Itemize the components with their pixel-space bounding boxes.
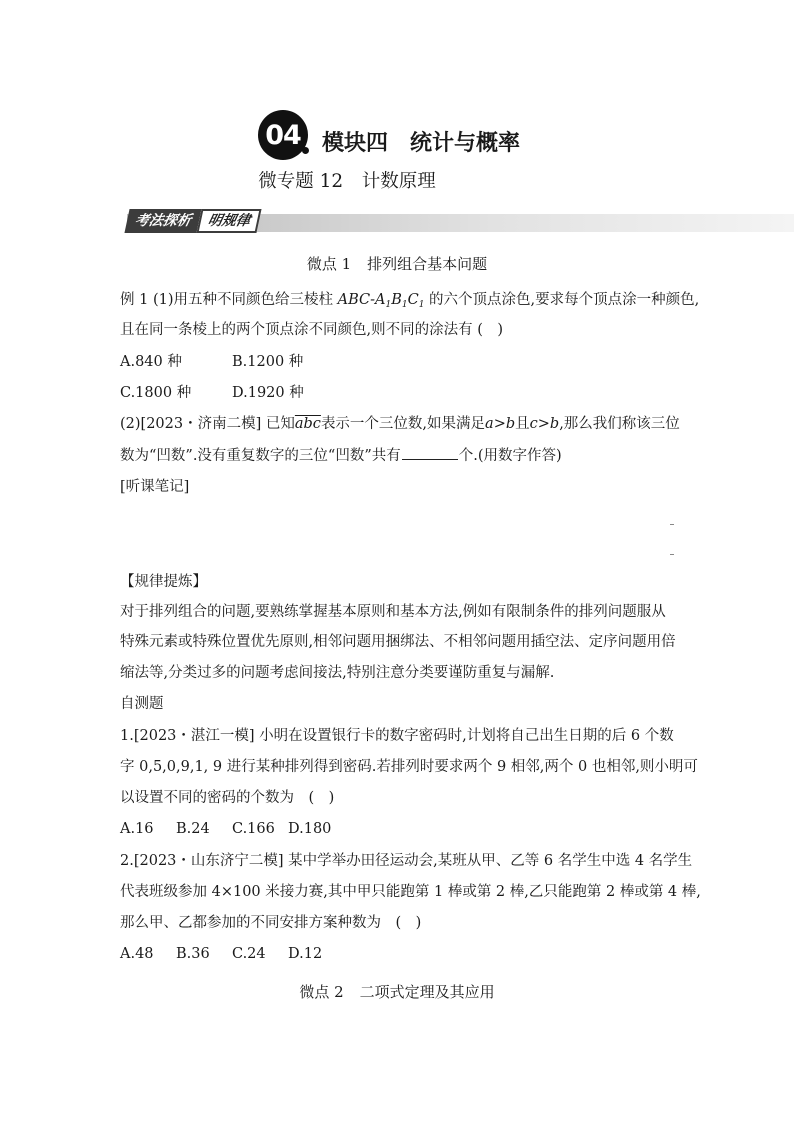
module-title-a: 模块四 <box>322 131 389 156</box>
banner-label-2: 明规律 <box>196 209 261 233</box>
point1-number: 微点 1 <box>306 255 352 273</box>
subscript: 1 <box>401 300 408 310</box>
topic-title <box>0 170 794 194</box>
q2-line1: 2.[2023・山东济宁二模] 某中学举办田径运动会,某班从甲、乙等 6 名学生中选 4 名学生 <box>120 853 693 869</box>
banner-label-1: 考法探析 <box>124 209 201 233</box>
self-test-heading: 自测题 <box>120 696 164 712</box>
q2-option-a: A.48 <box>120 946 154 962</box>
answer-blank <box>402 445 458 460</box>
q1-line1: 1.[2023・湛江一模] 小明在设置银行卡的数字密码时,计划将自己出生日期的后 6 个数 <box>120 728 674 744</box>
abc-overline: $\overline{abc}$ <box>294 416 321 432</box>
q1-option-a: A.16 <box>120 821 154 837</box>
module-number-badge <box>258 110 308 160</box>
example1-line1 <box>120 290 699 310</box>
text: 表示一个三位数,如果满足 <box>320 416 486 432</box>
example1-options-row1 <box>120 352 303 372</box>
point1-title: 排列组合基本问题 <box>367 255 488 273</box>
text: C <box>407 292 419 308</box>
point1-heading <box>0 254 794 274</box>
text: 个.(用数字作答) <box>458 448 562 464</box>
option-d: D.1920 种 <box>232 385 304 401</box>
q1-options <box>120 819 331 839</box>
example1-line2: 且在同一条棱上的两个顶点涂不同颜色,则不同的涂法有 ( ) <box>120 322 504 338</box>
q2-line3: 那么甲、乙都参加的不同安排方案种数为 ( ) <box>120 915 422 931</box>
text: ABC-A <box>337 292 386 308</box>
q1-option-b: B.24 <box>176 821 210 837</box>
text: 且 <box>515 416 530 432</box>
q1-option-d: D.180 <box>288 821 332 837</box>
subscript: 1 <box>418 300 425 310</box>
section-banner <box>124 209 261 233</box>
q2-line2: 代表班级参加 4×100 米接力赛,其中甲只能跑第 1 棒或第 2 棒,乙只能跑第 2 棒或第 4 棒, <box>120 884 701 900</box>
example1-options-row2 <box>120 383 304 403</box>
point2-title: 二项式定理及其应用 <box>359 983 495 1001</box>
q1-option-c: C.166 <box>232 821 275 837</box>
text: 例 1 (1)用五种不同颜色给三棱柱 <box>120 292 338 308</box>
notes-label: [听课笔记] <box>120 479 190 495</box>
text: 的六个顶点涂色,要求每个顶点涂一种颜色, <box>424 292 700 308</box>
option-c: C.1800 种 <box>120 385 192 401</box>
prism-name <box>338 292 425 308</box>
option-b: B.1200 种 <box>232 354 304 370</box>
margin-tick <box>670 524 674 525</box>
option-a: A.840 种 <box>120 354 182 370</box>
q2-option-b: B.36 <box>176 946 210 962</box>
rules-line2: 特殊元素或特殊位置优先原则,相邻问题用捆绑法、不相邻问题用插空法、定序问题用倍 <box>120 634 676 650</box>
point2-number: 微点 2 <box>299 983 344 1001</box>
module-number: 04 <box>265 119 301 151</box>
text: 数为“凹数”.没有重复数字的三位“凹数”共有 <box>120 448 401 464</box>
q2-options <box>120 944 322 964</box>
q1-line2: 字 0,5,0,9,1, 9 进行某种排列得到密码.若排列时要求两个 9 相邻,两个 0 也相邻,则小明可 <box>120 759 698 775</box>
q2-option-d: D.12 <box>288 946 323 962</box>
rules-line1: 对于排列组合的问题,要熟练掌握基本原则和基本方法,例如有限制条件的排列问题服从 <box>120 604 666 620</box>
q1-line3: 以设置不同的密码的个数为 ( ) <box>120 790 335 806</box>
text: ,那么我们称该三位 <box>559 416 680 432</box>
badge-dot <box>302 147 309 154</box>
q2-option-c: C.24 <box>232 946 266 962</box>
subscript: 1 <box>385 300 392 310</box>
margin-tick <box>670 554 674 555</box>
text: (2)[2023・济南二模] 已知 <box>120 416 295 432</box>
module-title <box>322 130 520 158</box>
condition-1: a>b <box>485 416 516 432</box>
module-title-b: 统计与概率 <box>410 131 521 156</box>
rules-line3: 缩法等,分类过多的问题考虑间接法,特别注意分类要谨防重复与漏解. <box>120 665 555 681</box>
text: B <box>391 292 402 308</box>
example1-part2-line2 <box>120 445 562 466</box>
condition-2: c>b <box>529 416 560 432</box>
example1-part2-line1 <box>120 414 680 434</box>
topic-title-text: 微专题 12 计数原理 <box>258 171 436 192</box>
rules-heading: 【规律提炼】 <box>120 574 207 590</box>
point2-heading <box>0 982 794 1002</box>
